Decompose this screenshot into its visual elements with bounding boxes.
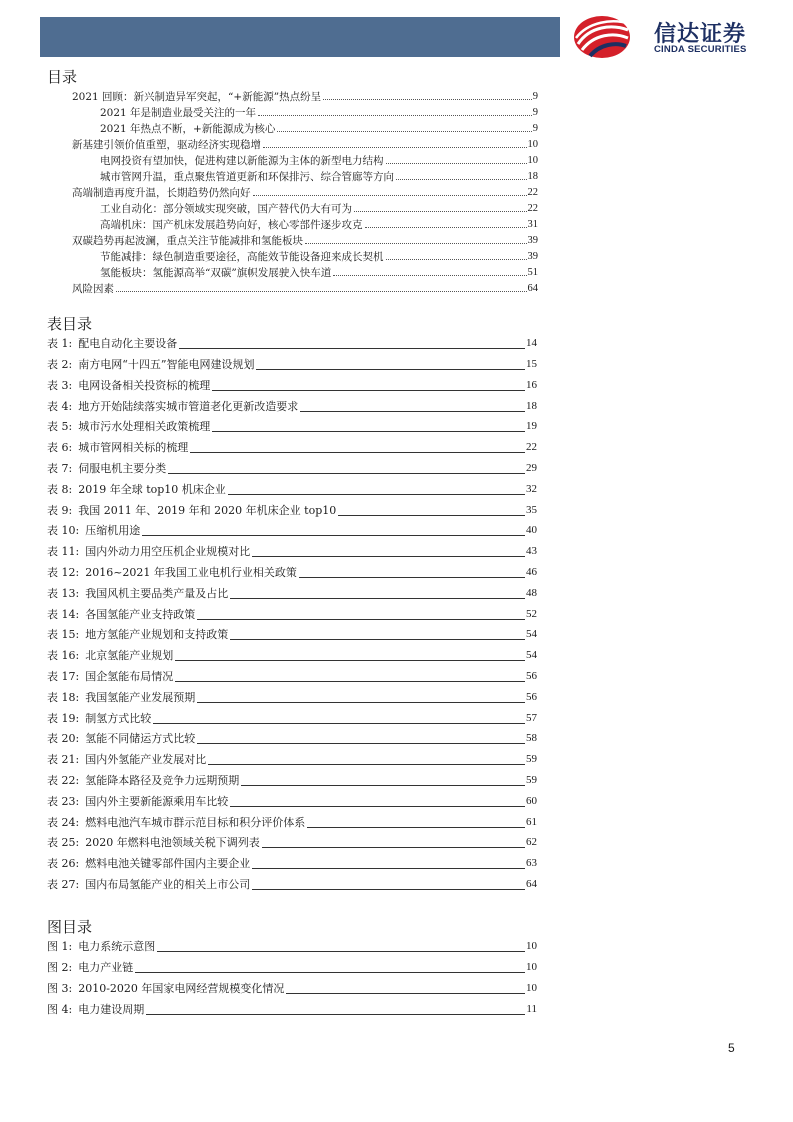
table-page: 29 (526, 462, 537, 474)
figure-list-entry[interactable] (47, 1001, 537, 1018)
leader-line (153, 723, 525, 724)
toc-entry[interactable] (72, 90, 538, 104)
table-title: 燃料电池汽车城市群示范目标和积分评价体系 (85, 816, 306, 829)
logo-text-en: CINDA SECURITIES (654, 44, 747, 55)
toc-entry-title: 2021 年是制造业最受关注的一年 (100, 107, 257, 119)
leader-line (157, 951, 525, 952)
figure-page: 10 (526, 982, 537, 994)
toc-entry[interactable] (100, 218, 538, 232)
leader-line (252, 868, 525, 869)
leader-line (286, 993, 525, 994)
table-label: 表 24: (47, 816, 80, 829)
table-list-entry[interactable] (47, 460, 537, 477)
toc-entry-title: 双碳趋势再起波澜，重点关注节能减排和氢能板块 (72, 235, 303, 247)
table-title: 城市管网相关标的梳理 (78, 441, 189, 454)
table-page: 56 (526, 691, 537, 703)
leader-line (300, 411, 525, 412)
toc-entry[interactable] (100, 250, 538, 264)
table-label: 表 20: (47, 732, 80, 745)
toc-entry[interactable] (72, 186, 538, 200)
figure-list-entry[interactable] (47, 959, 537, 976)
table-label: 表 15: (47, 628, 80, 641)
figure-list-title: 图目录 (47, 918, 93, 936)
table-page: 57 (526, 712, 537, 724)
dot-leader (386, 163, 527, 164)
table-list-entry[interactable] (47, 543, 537, 560)
table-title: 北京氢能产业规划 (85, 649, 174, 662)
table-page: 18 (526, 400, 537, 412)
table-page: 32 (526, 483, 537, 495)
table-title: 国内外动力用空压机企业规模对比 (85, 545, 251, 558)
toc-entry-title: 氢能板块：氢能源高举“双碳”旗帜发展驶入快车道 (100, 267, 332, 279)
table-label: 表 22: (47, 774, 80, 787)
table-list-entry[interactable] (47, 710, 537, 727)
toc-entry-page: 9 (532, 107, 538, 118)
table-title: 国内布局氢能产业的相关上市公司 (85, 878, 251, 891)
table-label: 表 13: (47, 587, 80, 600)
leader-line (142, 535, 525, 536)
table-page: 46 (526, 566, 537, 578)
table-page: 43 (526, 545, 537, 557)
toc-entry-title: 工业自动化：部分领域实现突破，国产替代仍大有可为 (100, 203, 352, 215)
dot-leader (258, 115, 532, 116)
table-title: 国内外氢能产业发展对比 (85, 753, 207, 766)
table-label: 表 17: (47, 670, 80, 683)
table-page: 35 (526, 504, 537, 516)
toc-entry[interactable] (100, 266, 538, 280)
figure-title: 电力建设周期 (78, 1003, 145, 1016)
dot-leader (305, 243, 527, 244)
table-list-entry[interactable] (47, 564, 537, 581)
table-title: 2020 年燃料电池领域关税下调列表 (85, 836, 260, 849)
table-label: 表 9: (47, 504, 73, 517)
dot-leader (323, 99, 532, 100)
table-page: 19 (526, 420, 537, 432)
table-list-entry[interactable] (47, 377, 537, 394)
leader-line (338, 515, 525, 516)
toc-entry-page: 51 (527, 267, 538, 278)
figure-page: 10 (526, 940, 537, 952)
table-label: 表 8: (47, 483, 73, 496)
table-list-entry[interactable] (47, 814, 537, 831)
dot-leader (333, 275, 526, 276)
table-list-entry[interactable] (47, 834, 537, 851)
table-label: 表 11: (47, 545, 80, 558)
toc-entry-title: 2021 年热点不断，+新能源成为核心 (100, 123, 276, 135)
toc-entry[interactable] (100, 122, 538, 136)
table-label: 表 25: (47, 836, 80, 849)
dot-leader (386, 259, 527, 260)
table-list-entry[interactable] (47, 398, 537, 415)
table-title: 我国风机主要品类产量及占比 (85, 587, 229, 600)
table-title: 各国氢能产业支持政策 (85, 608, 196, 621)
leader-line (230, 806, 525, 807)
table-list-entry[interactable] (47, 626, 537, 643)
toc-entry-title: 高端机床：国产机床发展趋势向好，核心零部件逐步攻克 (100, 219, 363, 231)
figure-label: 图 2: (47, 961, 73, 974)
leader-line (175, 681, 525, 682)
table-list-entry[interactable] (47, 772, 537, 789)
toc-entry-page: 22 (527, 187, 538, 198)
leader-line (252, 889, 525, 890)
toc-entry-page: 18 (527, 171, 538, 182)
figure-title: 2010-2020 年国家电网经营规模变化情况 (78, 982, 285, 995)
toc-entry-page: 31 (527, 219, 538, 230)
figure-title: 电力系统示意图 (78, 940, 156, 953)
dot-leader (354, 211, 527, 212)
header-bar (40, 17, 560, 57)
toc-title: 目录 (47, 68, 78, 86)
table-list-title: 表目录 (47, 315, 93, 333)
toc-entry-title: 新基建引领价值重塑，驱动经济实现稳增 (72, 139, 261, 151)
table-title: 2019 年全球 top10 机床企业 (78, 483, 226, 496)
leader-line (256, 369, 525, 370)
table-list-entry[interactable] (47, 751, 537, 768)
table-title: 燃料电池关键零部件国内主要企业 (85, 857, 251, 870)
table-title: 制氢方式比较 (85, 712, 152, 725)
leader-line (208, 764, 525, 765)
table-label: 表 2: (47, 358, 73, 371)
table-label: 表 18: (47, 691, 80, 704)
page-number: 5 (728, 1041, 735, 1055)
table-title: 氢能降本路径及竞争力远期预期 (85, 774, 240, 787)
toc-entry-page: 10 (527, 155, 538, 166)
figure-list-entry[interactable] (47, 980, 537, 997)
table-page: 52 (526, 608, 537, 620)
table-label: 表 6: (47, 441, 73, 454)
toc-entry-title: 城市管网升温，重点聚焦管道更新和环保排污、综合管廊等方向 (100, 171, 394, 183)
figure-title: 电力产业链 (78, 961, 134, 974)
leader-line (212, 431, 525, 432)
table-label: 表 19: (47, 712, 80, 725)
figure-list-entry[interactable] (47, 938, 537, 955)
toc-entry-page: 9 (532, 91, 538, 102)
table-list-entry[interactable] (47, 689, 537, 706)
toc-entry[interactable] (100, 106, 538, 120)
toc-entry[interactable] (100, 202, 538, 216)
toc-entry-page: 10 (527, 139, 538, 150)
leader-line (190, 452, 525, 453)
table-title: 地方开始陆续落实城市管道老化更新改造要求 (78, 400, 299, 413)
toc-entry-title: 2021 回顾：新兴制造异军突起，“+新能源”热点纷呈 (72, 91, 322, 103)
leader-line (230, 639, 525, 640)
table-label: 表 10: (47, 524, 80, 537)
table-page: 59 (526, 774, 537, 786)
table-label: 表 23: (47, 795, 80, 808)
table-page: 62 (526, 836, 537, 848)
toc-entry[interactable] (72, 282, 538, 296)
table-page: 63 (526, 857, 537, 869)
table-title: 2016~2021 年我国工业电机行业相关政策 (85, 566, 297, 579)
table-title: 压缩机用途 (85, 524, 141, 537)
table-label: 表 21: (47, 753, 80, 766)
leader-line (212, 390, 525, 391)
table-title: 地方氢能产业规划和支持政策 (85, 628, 229, 641)
toc-entry-title: 节能减排：绿色制造重要途径，高能效节能设备迎来成长契机 (100, 251, 384, 263)
table-list-entry[interactable] (47, 356, 537, 373)
table-list-entry[interactable] (47, 481, 537, 498)
table-title: 伺服电机主要分类 (78, 462, 167, 475)
table-title: 南方电网“十四五”智能电网建设规划 (78, 358, 255, 371)
table-list-entry[interactable] (47, 668, 537, 685)
leader-line (197, 702, 525, 703)
table-label: 表 7: (47, 462, 73, 475)
leader-line (252, 556, 525, 557)
figure-label: 图 1: (47, 940, 73, 953)
table-title: 氢能不同储运方式比较 (85, 732, 196, 745)
table-list-entry[interactable] (47, 606, 537, 623)
toc-entry-page: 64 (527, 283, 538, 294)
toc-entry-page: 9 (532, 123, 538, 134)
table-page: 61 (526, 816, 537, 828)
table-page: 64 (526, 878, 537, 890)
table-page: 48 (526, 587, 537, 599)
table-list-entry[interactable] (47, 585, 537, 602)
leader-line (262, 847, 525, 848)
table-list-entry[interactable] (47, 418, 537, 435)
toc-entry[interactable] (72, 234, 538, 248)
toc-entry[interactable] (72, 138, 538, 152)
table-label: 表 14: (47, 608, 80, 621)
figure-page: 10 (526, 961, 537, 973)
table-label: 表 4: (47, 400, 73, 413)
leader-line (179, 348, 525, 349)
table-title: 国内外主要新能源乘用车比较 (85, 795, 229, 808)
table-title: 国企氢能布局情况 (85, 670, 174, 683)
table-label: 表 16: (47, 649, 80, 662)
leader-line (135, 972, 525, 973)
table-list-entry[interactable] (47, 793, 537, 810)
leader-line (146, 1014, 525, 1015)
table-page: 16 (526, 379, 537, 391)
table-title: 我国氢能产业发展预期 (85, 691, 196, 704)
toc-entry[interactable] (100, 170, 538, 184)
figure-label: 图 3: (47, 982, 73, 995)
table-list-entry[interactable] (47, 876, 537, 893)
table-list-entry[interactable] (47, 855, 537, 872)
table-title: 电网设备相关投资标的梳理 (78, 379, 211, 392)
table-page: 54 (526, 649, 537, 661)
table-label: 表 5: (47, 420, 73, 433)
leader-line (197, 619, 525, 620)
leader-line (197, 743, 525, 744)
dot-leader (277, 131, 531, 132)
dot-leader (116, 291, 527, 292)
leader-line (241, 785, 525, 786)
table-title: 我国 2011 年、2019 年和 2020 年机床企业 top10 (78, 504, 337, 517)
leader-line (230, 598, 525, 599)
table-list-entry[interactable] (47, 522, 537, 539)
table-title: 城市污水处理相关政策梳理 (78, 420, 211, 433)
table-page: 54 (526, 628, 537, 640)
table-page: 15 (526, 358, 537, 370)
table-list-entry[interactable] (47, 439, 537, 456)
table-page: 58 (526, 732, 537, 744)
logo-text-cn: 信达证券 (654, 22, 747, 47)
dot-leader (263, 147, 527, 148)
toc-entry-title: 风险因素 (72, 283, 114, 295)
table-list-entry[interactable] (47, 335, 537, 352)
leader-line (307, 827, 525, 828)
dot-leader (253, 195, 527, 196)
dot-leader (396, 179, 527, 180)
leader-line (168, 473, 525, 474)
table-label: 表 12: (47, 566, 80, 579)
table-list-entry[interactable] (47, 730, 537, 747)
leader-line (228, 494, 525, 495)
table-label: 表 27: (47, 878, 80, 891)
table-label: 表 3: (47, 379, 73, 392)
dot-leader (365, 227, 527, 228)
table-list-entry[interactable] (47, 647, 537, 664)
figure-label: 图 4: (47, 1003, 73, 1016)
figure-page: 11 (526, 1003, 537, 1015)
table-label: 表 1: (47, 337, 73, 350)
table-list-entry[interactable] (47, 502, 537, 519)
table-page: 60 (526, 795, 537, 807)
toc-entry-page: 22 (527, 203, 538, 214)
toc-entry-page: 39 (527, 251, 538, 262)
leader-line (175, 660, 525, 661)
leader-line (299, 577, 525, 578)
table-page: 56 (526, 670, 537, 682)
toc-entry-title: 电网投资有望加快，促进构建以新能源为主体的新型电力结构 (100, 155, 384, 167)
table-page: 22 (526, 441, 537, 453)
table-title: 配电自动化主要设备 (78, 337, 178, 350)
toc-entry-page: 39 (527, 235, 538, 246)
table-page: 40 (526, 524, 537, 536)
toc-entry[interactable] (100, 154, 538, 168)
table-page: 14 (526, 337, 537, 349)
table-page: 59 (526, 753, 537, 765)
table-label: 表 26: (47, 857, 80, 870)
toc-entry-title: 高端制造再度升温，长期趋势仍然向好 (72, 187, 251, 199)
